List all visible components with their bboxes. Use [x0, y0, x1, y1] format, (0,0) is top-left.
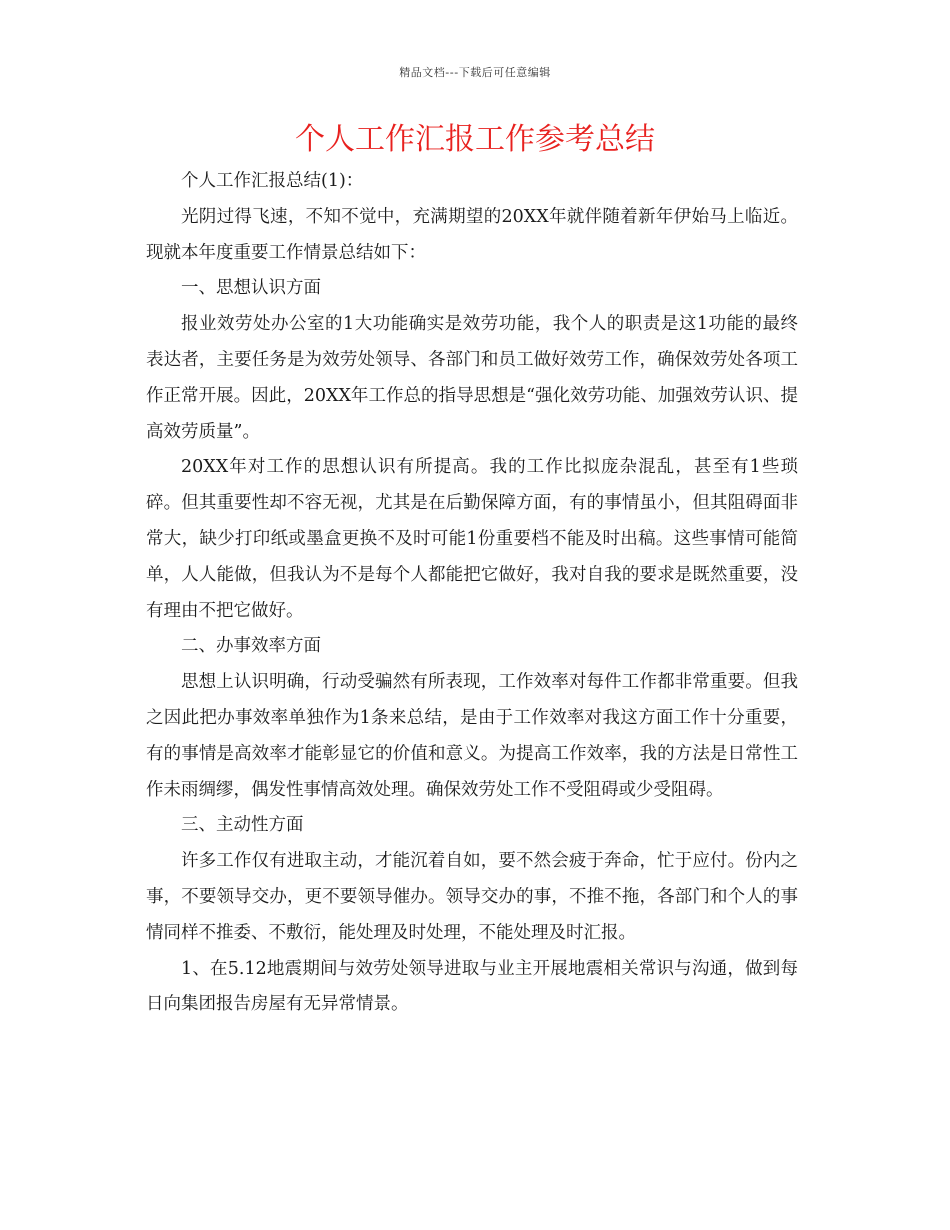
paragraph-efficiency: 思想上认识明确，行动受骗然有所表现，工作效率对每件工作都非常重要。但我之因此把办事效率单独作为1条来总结，是由于工作效率对我这方面工作十分重要，有的事情是高效率才能彰显它的价值和意义。为提高工作效率，我的方法是日常性工作未雨绸缪，偶发性事情高效处理。确保效劳处工作不受阻碍或少受阻碍。 [146, 672, 798, 800]
paragraph-opening: 光阴过得飞速，不知不觉中，充满期望的20XX年就伴随着新年伊始马上临近。现就本年度重要工作情景总结如下： [146, 206, 798, 263]
section-heading-thinking: 一、思想认识方面 [181, 278, 321, 299]
paragraph-earthquake: 1、在5.12地震期间与效劳处领导进取与业主开展地震相关常识与沟通，做到每日向集团报告房屋有无异常情景。 [146, 958, 798, 1015]
paragraph-intro: 个人工作汇报总结(1)： [181, 171, 364, 191]
header-note: 精品文档---下载后可任意编辑 [399, 66, 551, 79]
document-body [146, 164, 798, 1023]
document-title: 个人工作汇报工作参考总结 [295, 122, 655, 157]
paragraph-understanding: 20XX年对工作的思想认识有所提高。我的工作比拟庞杂混乱，甚至有1些琐碎。但其重要性却不容无视，尤其是在后勤保障方面，有的事情虽小，但其阻碍面非常大，缺少打印纸或墨盒更换不及时可能1份重要档不能及时出稿。这些事情可能简单，人人能做，但我认为不是每个人都能把它做好，我对自我的要求是既然重要，没有理由不把它做好。 [146, 457, 798, 621]
section-heading-efficiency: 二、办事效率方面 [181, 636, 321, 657]
paragraph-office-function: 报业效劳处办公室的1大功能确实是效劳功能，我个人的职责是这1功能的最终表达者，主要任务是为效劳处领导、各部门和员工做好效劳工作，确保效劳处各项工作正常开展。因此，20XX年工作总的指导思想是“强化效劳功能、加强效劳认识、提高效劳质量”。 [146, 314, 798, 442]
paragraph-initiative: 许多工作仅有进取主动，才能沉着自如，要不然会疲于奔命，忙于应付。份内之事，不要领导交办，更不要领导催办。领导交办的事，不推不拖，各部门和个人的事情同样不推委、不敷衍，能处理及时处理，不能处理及时汇报。 [146, 851, 798, 943]
section-heading-initiative: 三、主动性方面 [181, 815, 304, 836]
